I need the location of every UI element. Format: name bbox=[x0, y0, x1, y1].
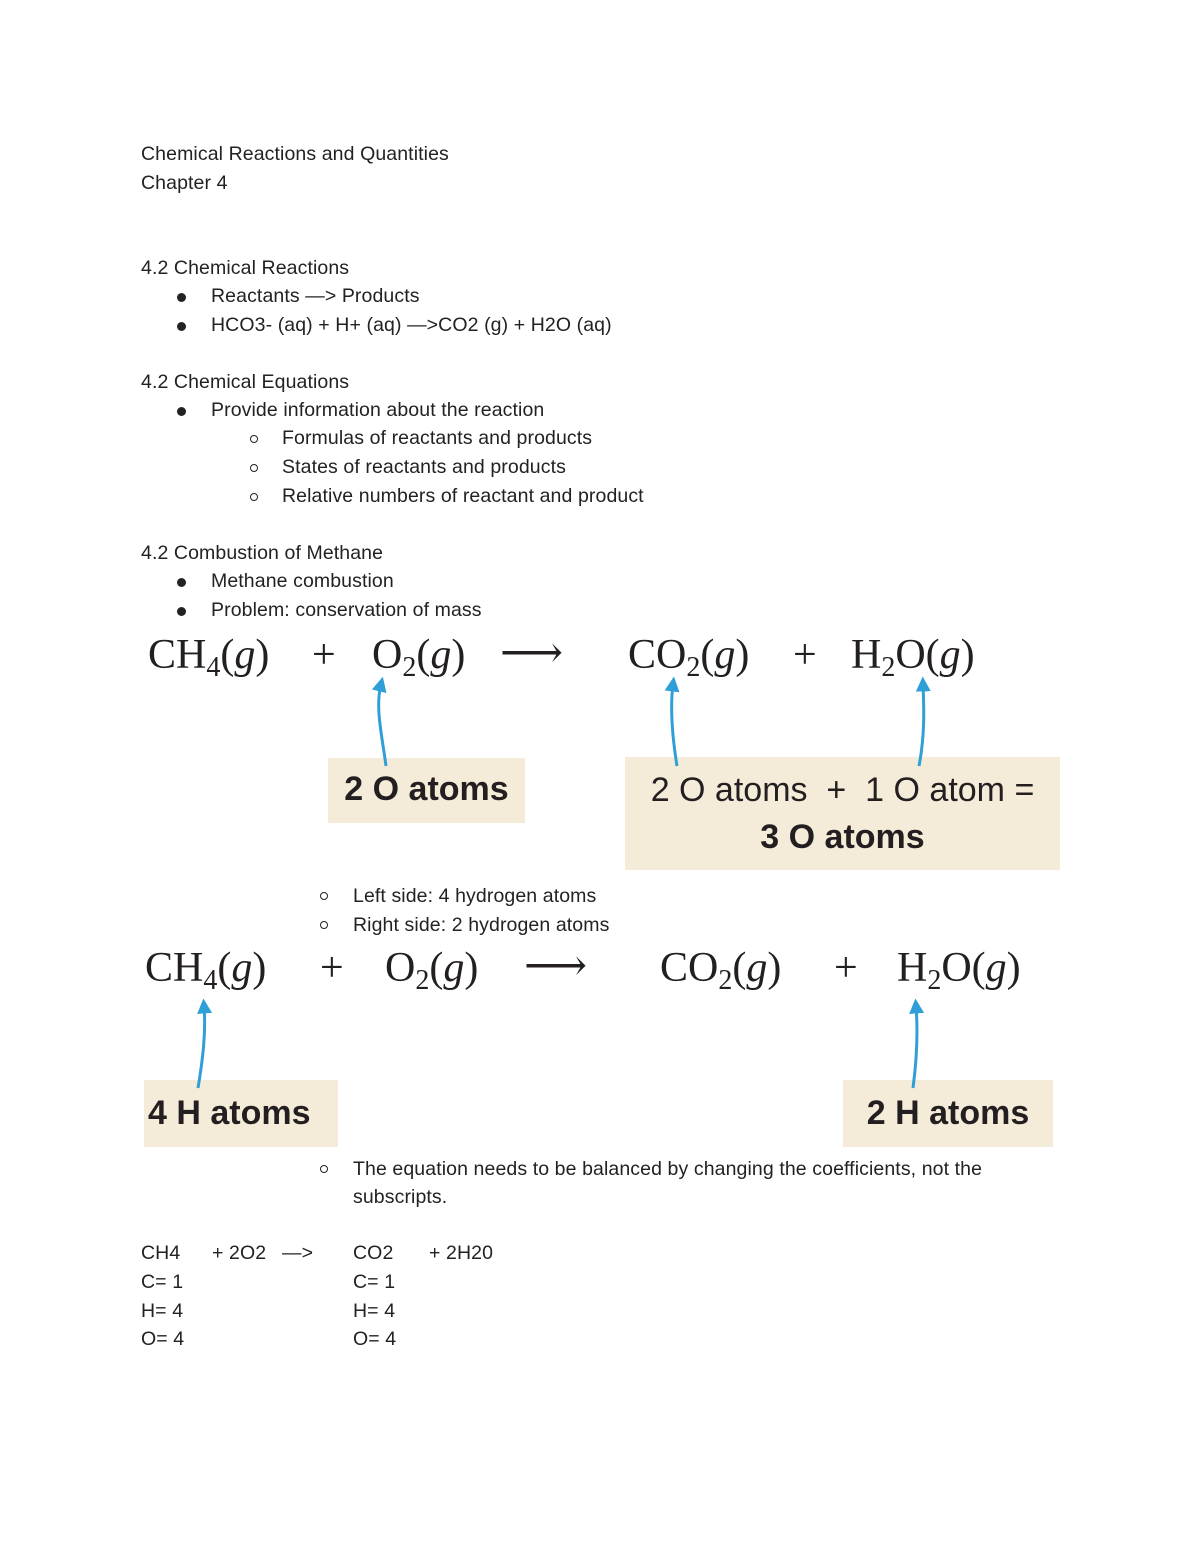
formula-ch4: $CH_4(g)$ bbox=[148, 632, 270, 683]
table-cell: + 2O2 bbox=[212, 1242, 267, 1264]
formula-h2o: $H_2O(g)$ bbox=[897, 945, 1021, 996]
section-heading-reactions: 4.2 Chemical Reactions bbox=[141, 257, 350, 279]
label-reactant-oxygen: 2 O atoms bbox=[344, 770, 509, 808]
sub-list-item: Relative numbers of reactant and product bbox=[282, 485, 644, 507]
table-cell: CO2 bbox=[353, 1242, 394, 1264]
label-product-oxygen-total: 3 O atoms bbox=[760, 818, 925, 856]
plus-sign: + bbox=[793, 632, 817, 678]
list-item: Methane combustion bbox=[211, 570, 394, 592]
label-product-oxygen-sum: 2 O atoms + 1 O atom = bbox=[650, 771, 1035, 809]
chapter-label: Chapter 4 bbox=[141, 172, 228, 194]
pointer-arrow-icon bbox=[198, 1006, 205, 1088]
table-cell: CH4 bbox=[141, 1242, 181, 1264]
label-reactant-hydrogen: 4 H atoms bbox=[148, 1094, 311, 1132]
reaction-arrow: ⟶ bbox=[524, 941, 588, 990]
formula-o2: $O_2(g)$ bbox=[372, 632, 466, 683]
list-item: HCO3- (aq) + H+ (aq) —>CO2 (g) + H2O (aq) bbox=[211, 314, 612, 336]
section-heading-combustion: 4.2 Combustion of Methane bbox=[141, 542, 384, 564]
table-cell: C= 1 bbox=[353, 1271, 396, 1293]
section-heading-equations: 4.2 Chemical Equations bbox=[141, 371, 350, 393]
document-title: Chemical Reactions and Quantities bbox=[141, 143, 449, 165]
formula-h2o: $H_2O(g)$ bbox=[851, 632, 975, 683]
plus-sign: + bbox=[312, 632, 336, 678]
formula-o2: $O_2(g)$ bbox=[385, 945, 479, 996]
sub-list-item: Formulas of reactants and products bbox=[282, 427, 593, 449]
reaction-arrow: ⟶ bbox=[500, 628, 564, 677]
table-cell: O= 4 bbox=[141, 1328, 185, 1350]
table-cell: —> bbox=[282, 1242, 314, 1264]
table-cell: C= 1 bbox=[141, 1271, 184, 1293]
formula-co2: $CO_2(g)$ bbox=[628, 632, 750, 683]
sub-list-item: Right side: 2 hydrogen atoms bbox=[353, 914, 610, 936]
sub-list-item-continuation: subscripts. bbox=[353, 1186, 448, 1208]
plus-sign: + bbox=[320, 945, 344, 991]
table-cell: O= 4 bbox=[353, 1328, 397, 1350]
sub-list-item: The equation needs to be balanced by changing the coefficients, not the bbox=[353, 1158, 983, 1180]
sub-bullet-icon bbox=[320, 1165, 328, 1173]
list-item: Provide information about the reaction bbox=[211, 399, 545, 421]
formula-ch4: $CH_4(g)$ bbox=[145, 945, 267, 996]
plus-sign: + bbox=[834, 945, 858, 991]
list-item: Reactants —> Products bbox=[211, 285, 420, 307]
list-item: Problem: conservation of mass bbox=[211, 599, 482, 621]
formula-co2: $CO_2(g)$ bbox=[660, 945, 782, 996]
table-cell: H= 4 bbox=[141, 1300, 184, 1322]
label-product-hydrogen: 2 H atoms bbox=[866, 1094, 1030, 1132]
table-cell: H= 4 bbox=[353, 1300, 396, 1322]
pointer-arrow-icon bbox=[913, 1006, 917, 1088]
sub-list-item: Left side: 4 hydrogen atoms bbox=[353, 885, 597, 907]
table-cell: + 2H20 bbox=[429, 1242, 494, 1264]
sub-list-item: States of reactants and products bbox=[282, 456, 566, 478]
